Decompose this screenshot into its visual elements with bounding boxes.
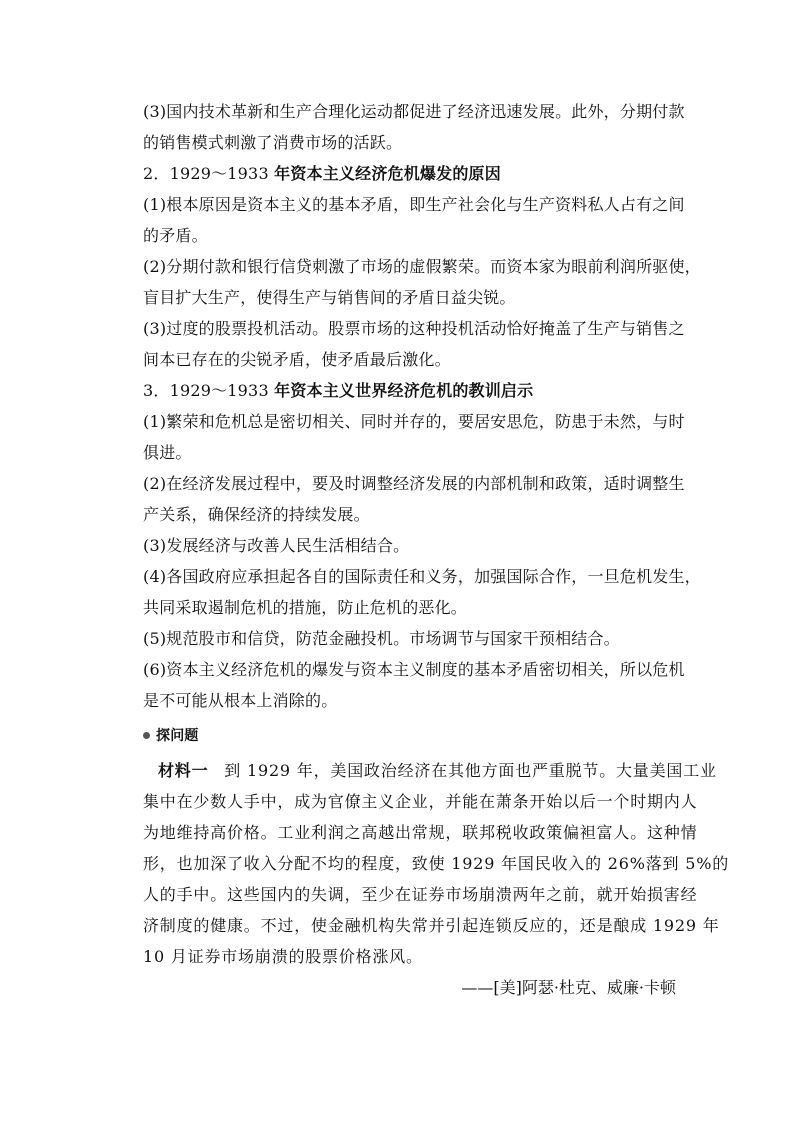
paragraph-line: (1)繁荣和危机总是密切相关、同时并存的，要居安思危，防患于未然，与时: [143, 412, 685, 431]
inquiry-heading-label: 探问题: [156, 728, 199, 744]
paragraph-line: (1)根本原因是资本主义的基本矛盾，即生产社会化与生产资料私人占有之间: [143, 195, 685, 214]
section-heading-3: [143, 380, 683, 402]
material-line: [158, 760, 717, 782]
inquiry-heading: [143, 724, 683, 747]
heading-number: 2．1929～1933: [143, 164, 269, 183]
material-line: 形，也加深了收入分配不均的程度，致使 1929 年国民收入的 26%落到 5%的: [143, 854, 730, 873]
heading-title: 资本主义经济危机爆发的原因: [290, 164, 501, 183]
material-text: 到 1929 年，美国政治经济在其他方面也严重脱节。大量美国工业: [224, 761, 717, 780]
paragraph-line: (3)发展经济与改善人民生活相结合。: [143, 536, 410, 555]
paragraph-line: (2)分期付款和银行信贷刺激了市场的虚假繁荣。而资本家为眼前利润所驱使，: [143, 257, 701, 276]
paragraph-line: (2)在经济发展过程中，要及时调整经济发展的内部机制和政策，适时调整生: [143, 474, 685, 493]
attribution: ——[美]阿瑟·杜克、威廉·卡顿: [461, 978, 676, 997]
paragraph-line: (6)资本主义经济危机的爆发与资本主义制度的基本矛盾密切相关，所以危机: [143, 660, 685, 679]
paragraph-line: 俱进。: [143, 443, 192, 462]
heading-year-char: 年: [274, 381, 291, 400]
paragraph-line: 间本已存在的尖锐矛盾，使矛盾最后激化。: [143, 350, 451, 369]
paragraph-line: 盲目扩大生产，使得生产与销售间的矛盾日益尖锐。: [143, 288, 516, 307]
paragraph-line: 是不可能从根本上消除的。: [143, 691, 338, 710]
paragraph-line: (4)各国政府应承担起各自的国际责任和义务，加强国际合作，一旦危机发生，: [143, 567, 701, 586]
paragraph-line: (3)国内技术革新和生产合理化运动都促进了经济迅速发展。此外，分期付款: [143, 102, 685, 121]
bullet-icon: [143, 732, 150, 739]
paragraph-line: 的矛盾。: [143, 226, 208, 245]
paragraph-line: 产关系，确保经济的持续发展。: [143, 505, 370, 524]
material-line: 济制度的健康。不过，使金融机构失常并引起连锁反应的，还是酿成 1929 年: [143, 916, 720, 935]
material-line: 为地维持高价格。工业利润之高越出常规，联邦税收政策偏袒富人。这种情: [143, 823, 698, 842]
heading-title: 资本主义世界经济危机的教训启示: [290, 381, 534, 400]
material-line: 集中在少数人手中，成为官僚主义企业，并能在萧条开始以后一个时期内人: [143, 792, 698, 811]
heading-number: 3．1929～1933: [143, 381, 269, 400]
material-line: 10 月证券市场崩溃的股票价格涨风。: [143, 947, 423, 966]
material-line: 人的手中。这些国内的失调，至少在证券市场崩溃两年之前，就开始损害经: [143, 885, 698, 904]
paragraph-line: 的销售模式刺激了消费市场的活跃。: [143, 133, 403, 152]
paragraph-line: (5)规范股市和信贷，防范金融投机。市场调节与国家干预相结合。: [143, 629, 620, 648]
paragraph-line: (3)过度的股票投机活动。股票市场的这种投机活动恰好掩盖了生产与销售之: [143, 319, 685, 338]
paragraph-line: 共同采取遏制危机的措施，防止危机的恶化。: [143, 598, 468, 617]
section-heading-2: [143, 163, 683, 185]
material-label: 材料一: [158, 761, 209, 780]
heading-year-char: 年: [274, 164, 291, 183]
